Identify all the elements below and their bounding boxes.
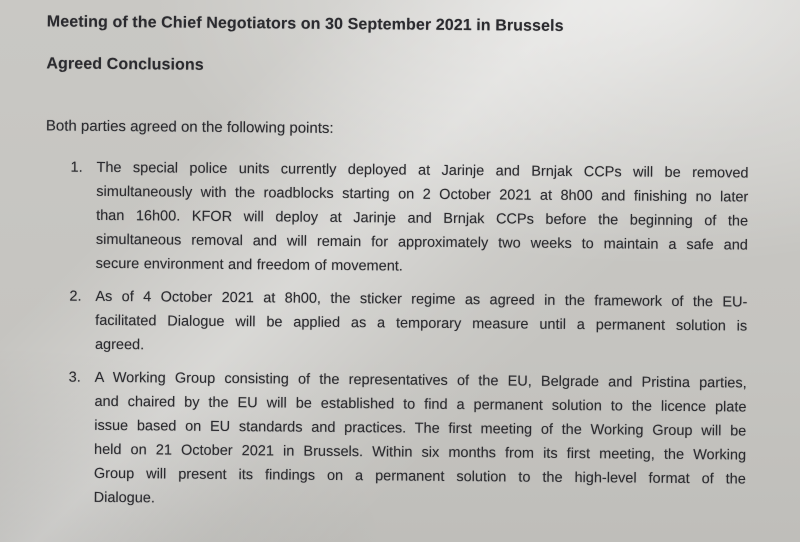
list-item-3-text <box>94 366 747 516</box>
intro-line: Both parties agreed on the following points: <box>45 117 334 137</box>
list-item-line: agreed. <box>94 336 145 354</box>
list-item-1 <box>70 156 749 282</box>
list-item-line: The special police units currently deployed at Jarinje and Brnjak CCPs will be removed <box>96 159 749 182</box>
list-item-line: As of 4 October 2021 at 8h00, the sticker regime as agreed in the framework of the EU- <box>95 288 748 311</box>
list-item-line: simultaneous removal and will remain for approximately two weeks to maintain a safe and <box>95 231 748 254</box>
list-item-2-number: 2. <box>69 288 82 305</box>
list-item-2 <box>69 285 748 363</box>
list-item-line: Group will present its findings on a permanent solution to the high-level format of the <box>93 465 746 488</box>
list-item-line: Dialogue. <box>93 489 155 507</box>
list-item-3-number: 3. <box>68 369 81 386</box>
list-item-3 <box>68 366 747 516</box>
list-item-line: simultaneously with the roadblocks starting on 2 October 2021 at 8h00 and finishing no later <box>96 183 749 206</box>
list-item-line: facilitated Dialogue will be applied as a temporary measure until a permanent solution is <box>95 312 748 335</box>
doc-subtitle: Agreed Conclusions <box>46 55 204 74</box>
list-item-line: issue based on EU standards and practices. The first meeting of the Working Group will be <box>94 417 747 440</box>
list-item-line: A Working Group consisting of the representatives of the EU, Belgrade and Pristina parties, <box>94 369 747 392</box>
list-item-line: than 16h00. KFOR will deploy at Jarinje and Brnjak CCPs before the beginning of the <box>96 207 749 230</box>
doc-title: Meeting of the Chief Negotiators on 30 September 2021 in Brussels <box>46 13 564 35</box>
list-item-1-text <box>96 156 749 282</box>
list-item-1-number: 1. <box>70 159 83 176</box>
list-item-line: held on 21 October 2021 in Brussels. Within six months from its first meeting, the Working <box>94 441 747 464</box>
list-item-line: and chaired by the EU will be established to find a permanent solution to the licence plate <box>94 393 747 416</box>
list-item-2-text <box>95 285 748 363</box>
list-item-line: secure environment and freedom of movement. <box>95 255 403 275</box>
